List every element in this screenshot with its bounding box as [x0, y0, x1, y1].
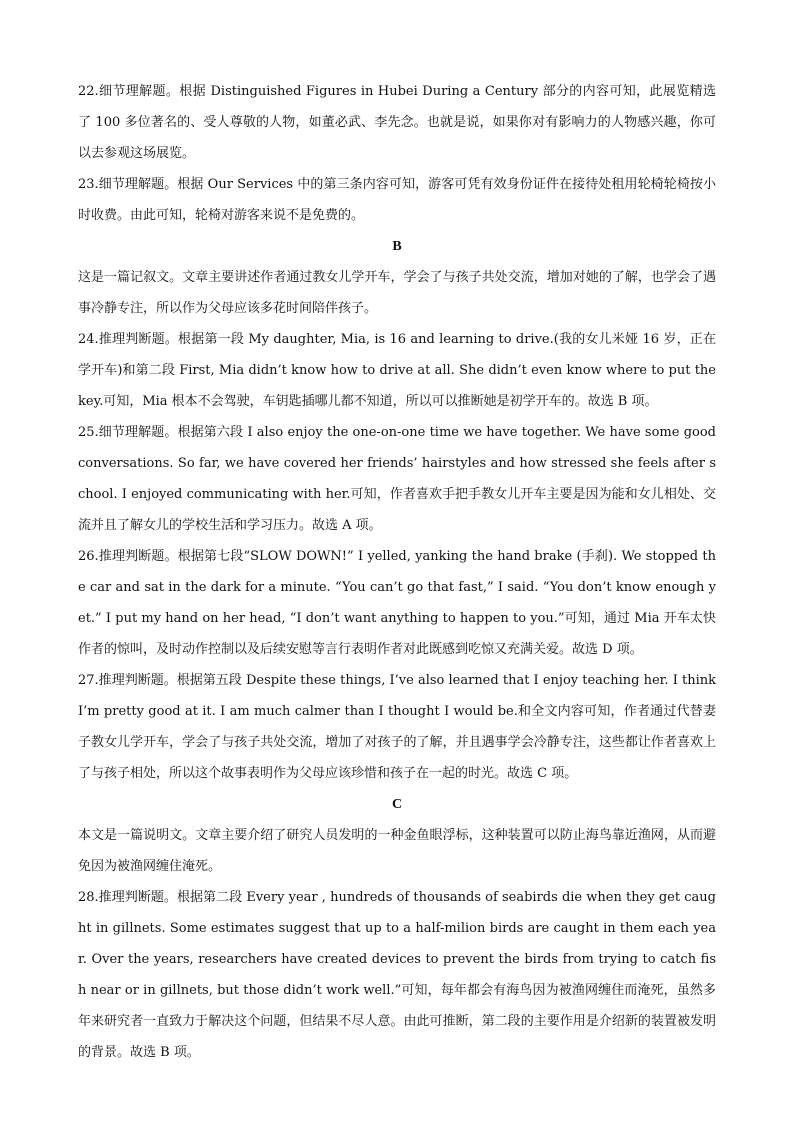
explanation-q24: 24.推理判断题。根据第一段 My daughter, Mia, is 16 and learning to drive.(我的女儿米娅 16 岁，正在学开车)和第二段 First, Mia didn’t know how to drive at all. She didn’t even know where to put the key.可知，Mia 根本不会驾驶，车钥匙插哪儿都不知道，所以可以推断她是初学开车的。故选 B 项。: [78, 332, 716, 409]
explanation-q26: 26.推理判断题。根据第七段“SLOW DOWN!” I yelled, yanking the hand brake (手刹). We stopped the car and sat in the dark for a minute. “You can’t go that fast,” I said. “You don’t know enough yet.” I put my hand on her head, “I don’t want anything to happen to you.”可知，通过 Mia 开车太快作者的惊叫，及时动作控制以及后续安慰等言行表明作者对此既感到吃惊又充满关爱。故选 D 项。: [78, 549, 716, 657]
explanation-q28: 28.推理判断题。根据第二段 Every year , hundreds of thousands of seabirds die when they get caught in gillnets. Some estimates suggest that up to a half-milion birds are caught in them each year. Over the years, researchers have created devices to prevent the birds from trying to catch fish near or in gillnets, but those didn’t work well.”可知，每年都会有海鸟因为被渔网缠住而淹死，虽然多年来研究者一直致力于解决这个问题，但结果不尽人意。由此可推断，第二段的主要作用是介绍新的装置被发明的背景。故选 B 项。: [78, 890, 716, 1060]
section-heading-b: B: [392, 239, 402, 254]
explanation-q22: 22.细节理解题。根据 Distinguished Figures in Hubei During a Century 部分的内容可知，此展览精选了 100 多位著名的、受人尊敬的人物，如董必武、李先念。也就是说，如果你对有影响力的人物感兴趣，你可以去参观这场展览。: [78, 84, 716, 161]
answer-explanations: [78, 76, 716, 1068]
explanation-q25: 25.细节理解题。根据第六段 I also enjoy the one-on-one time we have together. We have some good conversations. So far, we have covered her friends’ hairstyles and how stressed she feels after school. I enjoyed communicating with her.可知，作者喜欢手把手教女儿开车主要是因为能和女儿相处、交流并且了解女儿的学校生活和学习压力。故选 A 项。: [78, 425, 716, 533]
section-heading-c: C: [391, 797, 403, 812]
explanation-q23: 23.细节理解题。根据 Our Services 中的第三条内容可知，游客可凭有效身份证件在接待处租用轮椅轮椅按小时收费。由此可知，轮椅对游客来说不是免费的。: [78, 177, 716, 223]
passage-c-summary: 本文是一篇说明文。文章主要介绍了研究人员发明的一种金鱼眼浮标，这种装置可以防止海鸟靠近渔网，从而避免因为被渔网缠住淹死。: [78, 828, 716, 874]
passage-b-summary: 这是一篇记叙文。文章主要讲述作者通过教女儿学开车，学会了与孩子共处交流，增加对她的了解，也学会了遇事冷静专注，所以作为父母应该多花时间陪伴孩子。: [78, 270, 716, 316]
explanation-q27: 27.推理判断题。根据第五段 Despite these things, I’ve also learned that I enjoy teaching her. I think I’m pretty good at it. I am much calmer than I thought I would be.和全文内容可知，作者通过代替妻子教女儿学开车，学会了与孩子共处交流，增加了对孩子的了解，并且遇事学会冷静专注，这些都让作者喜欢上了与孩子相处，所以这个故事表明作为父母应该珍惜和孩子在一起的时光。故选 C 项。: [78, 673, 716, 781]
